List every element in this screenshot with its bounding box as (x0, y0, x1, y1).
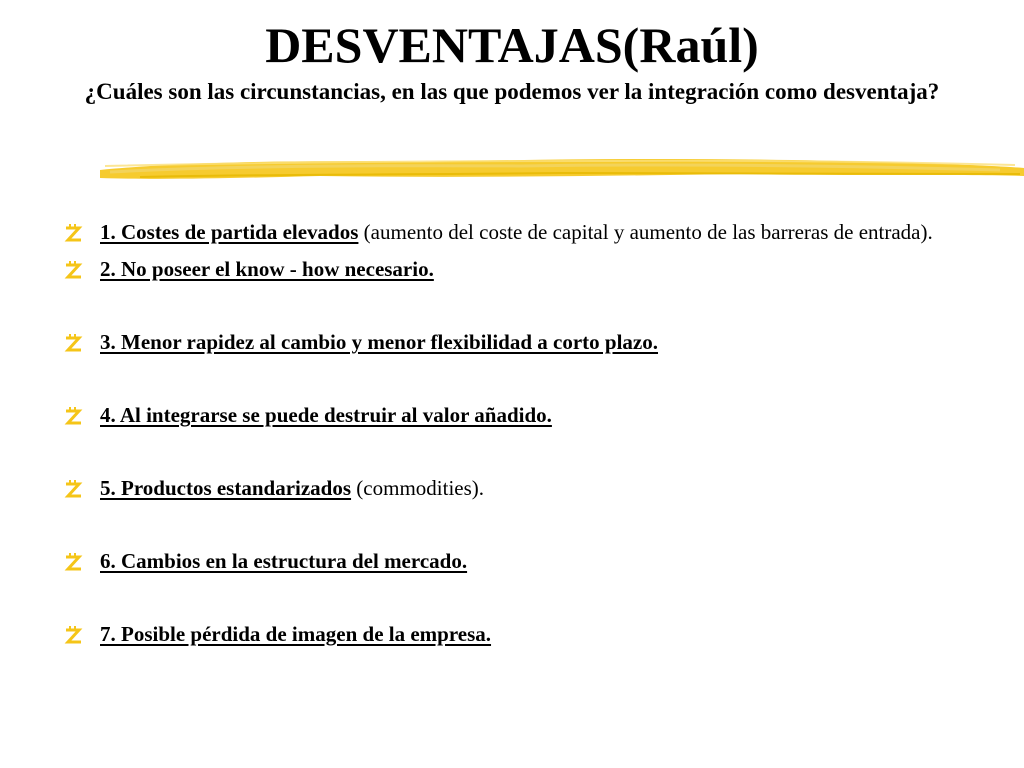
item-rest-text: (commodities). (351, 476, 485, 500)
yellow-brush-stroke (100, 150, 1024, 188)
item-strong-text: 5. Productos estandarizados (100, 476, 352, 500)
list-item (62, 401, 962, 430)
item-strong-text: 2. No poseer el know - how necesario. (100, 257, 434, 281)
item-rest-text: (aumento del coste de capital y aumento de las barreras de entrada). (358, 220, 933, 244)
z-bullet-icon (62, 330, 84, 354)
z-bullet-icon (62, 220, 84, 244)
slide-title: DESVENTAJAS(Raúl) (265, 17, 759, 73)
item-strong-text: 7. Posible pérdida de imagen de la empresa. (100, 622, 492, 646)
list-item (62, 218, 962, 247)
z-bullet-icon (62, 549, 84, 573)
item-strong-text: 3. Menor rapidez al cambio y menor flexibilidad a corto plazo. (100, 330, 659, 354)
item-strong-text: 6. Cambios en la estructura del mercado. (100, 549, 468, 573)
z-bullet-icon (62, 403, 84, 427)
list-item (62, 620, 962, 649)
list-item (62, 547, 962, 576)
item-strong-text: 4. Al integrarse se puede destruir al valor añadido. (100, 403, 552, 427)
z-bullet-icon (62, 476, 84, 500)
title-block (0, 14, 1024, 107)
item-strong-text: 1. Costes de partida elevados (100, 220, 359, 244)
list-item (62, 474, 962, 503)
list-item (62, 255, 962, 284)
list-item (62, 328, 962, 357)
z-bullet-icon (62, 257, 84, 281)
slide-subtitle: ¿Cuáles son las circunstancias, en las que podemos ver la integración como desventaja? (84, 79, 940, 104)
bullet-list (62, 218, 962, 649)
z-bullet-icon (62, 622, 84, 646)
